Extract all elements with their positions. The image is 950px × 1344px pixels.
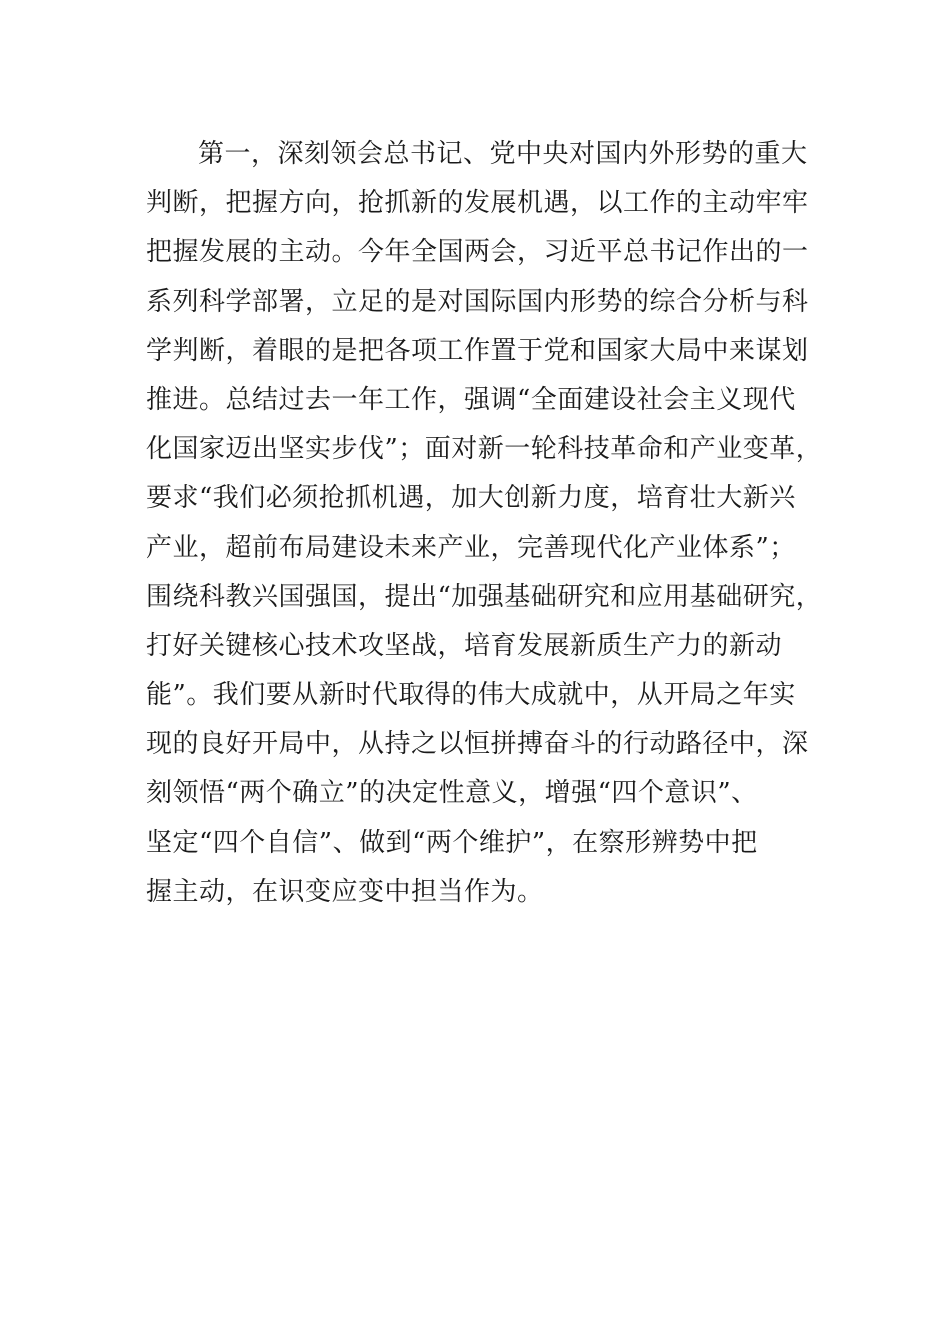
paragraph-line: 围绕科教兴国强国，提出“加强基础研究和应用基础研究， (146, 581, 823, 612)
paragraph-line: 学判断，着眼的是把各项工作置于党和国家大局中来谋划 (146, 335, 809, 366)
paragraph-line: 判断，把握方向，抢抓新的发展机遇，以工作的主动牢牢 (146, 188, 809, 219)
paragraph-line: 第一，深刻领会总书记、党中央对国内外形势的重大 (198, 139, 808, 169)
paragraph-line: 刻领悟“两个确立”的决定性意义，增强“四个意识”、 (146, 778, 758, 809)
paragraph-line: 坚定“四个自信”、做到“两个维护”，在察形辨势中把 (146, 827, 758, 858)
paragraph-line: 化国家迈出坚实步伐”；面对新一轮科技革命和产业变革， (146, 434, 823, 465)
paragraph-line: 现的良好开局中，从持之以恒拼搏奋斗的行动路径中，深 (146, 729, 809, 760)
paragraph-line: 打好关键核心技术攻坚战，培育发展新质生产力的新动 (146, 630, 783, 661)
paragraph-line: 能”。我们要从新时代取得的伟大成就中，从开局之年实 (146, 680, 796, 711)
body-paragraph (146, 130, 823, 917)
paragraph-line: 系列科学部署，立足的是对国际国内形势的综合分析与科 (146, 286, 809, 317)
paragraph-line: 握主动，在识变应变中担当作为。 (146, 876, 544, 907)
paragraph-line: 把握发展的主动。今年全国两会，习近平总书记作出的一 (146, 237, 809, 268)
paragraph-line: 推进。总结过去一年工作，强调“全面建设社会主义现代 (146, 384, 796, 415)
paragraph-line: 要求“我们必须抢抓机遇，加大创新力度，培育壮大新兴 (146, 483, 796, 514)
paragraph-line: 产业，超前布局建设未来产业，完善现代化产业体系”； (146, 532, 796, 563)
